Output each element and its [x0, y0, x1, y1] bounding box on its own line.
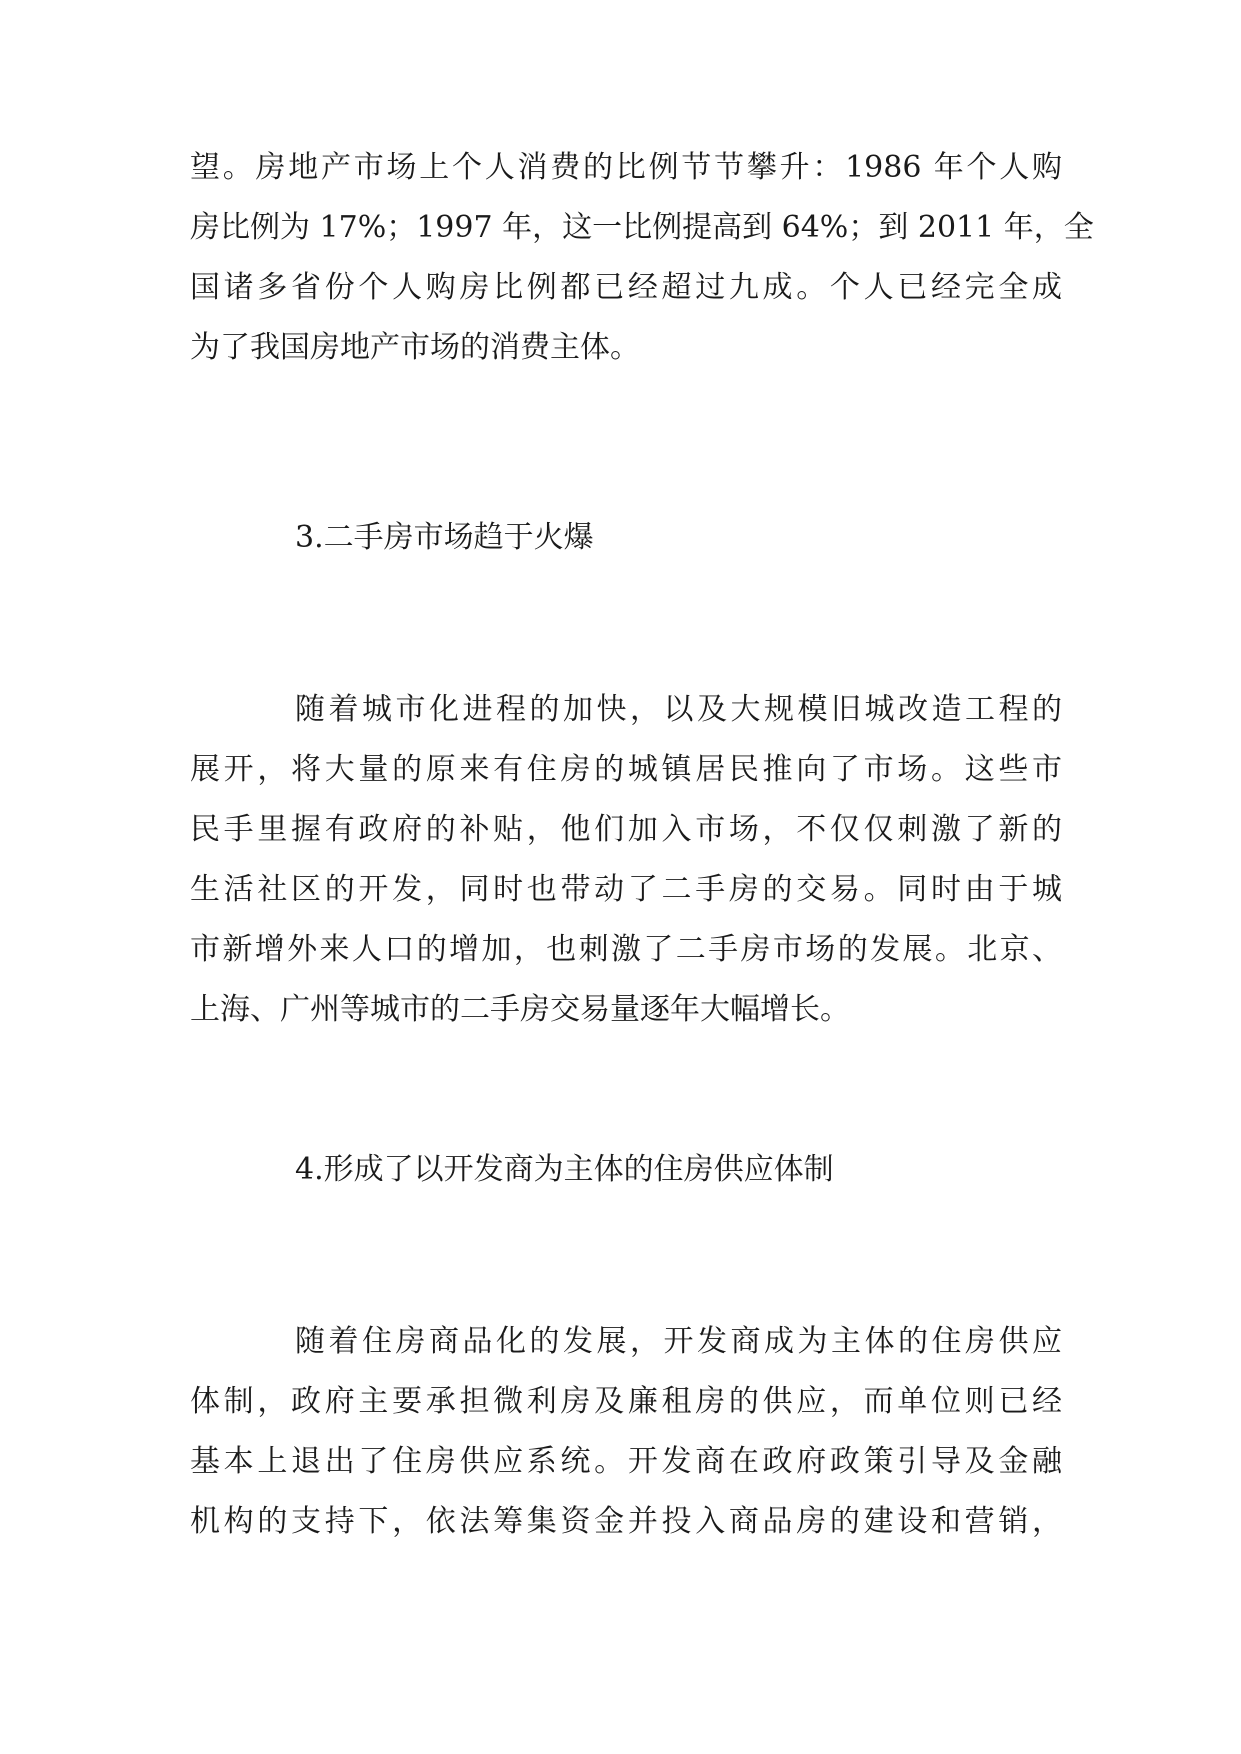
section-heading-4: 4.形成了以开发商为主体的住房供应体制	[295, 1152, 834, 1187]
paragraph-line: 望。房地产市场上个人消费的比例节节攀升：1986 年个人购	[190, 150, 1062, 185]
paragraph-line: 上海、广州等城市的二手房交易量逐年大幅增长。	[190, 992, 850, 1027]
paragraph-line: 基本上退出了住房供应系统。开发商在政府政策引导及金融	[190, 1444, 1062, 1479]
paragraph-line: 随着住房商品化的发展，开发商成为主体的住房供应	[295, 1324, 1062, 1359]
paragraph-line: 机构的支持下，依法筹集资金并投入商品房的建设和营销，	[190, 1504, 1062, 1539]
paragraph-line: 房比例为 17%；1997 年，这一比例提高到 64%；到 2011 年，全	[190, 210, 1094, 245]
paragraph-line: 市新增外来人口的增加，也刺激了二手房市场的发展。北京、	[190, 932, 1062, 967]
paragraph-second-hand-market	[190, 680, 1062, 1040]
paragraph-line: 国诸多省份个人购房比例都已经超过九成。个人已经完全成	[190, 270, 1062, 305]
paragraph-line: 体制，政府主要承担微利房及廉租房的供应，而单位则已经	[190, 1384, 1062, 1419]
paragraph-developer-supply	[190, 1312, 1062, 1552]
paragraph-line: 随着城市化进程的加快，以及大规模旧城改造工程的	[295, 692, 1062, 727]
section-heading-3: 3.二手房市场趋于火爆	[295, 520, 594, 555]
paragraph-line: 展开，将大量的原来有住房的城镇居民推向了市场。这些市	[190, 752, 1062, 787]
paragraph-line: 民手里握有政府的补贴，他们加入市场，不仅仅刺激了新的	[190, 812, 1062, 847]
paragraph-line: 生活社区的开发，同时也带动了二手房的交易。同时由于城	[190, 872, 1062, 907]
paragraph-consumer-share	[190, 138, 1094, 378]
paragraph-line: 为了我国房地产市场的消费主体。	[190, 330, 640, 365]
